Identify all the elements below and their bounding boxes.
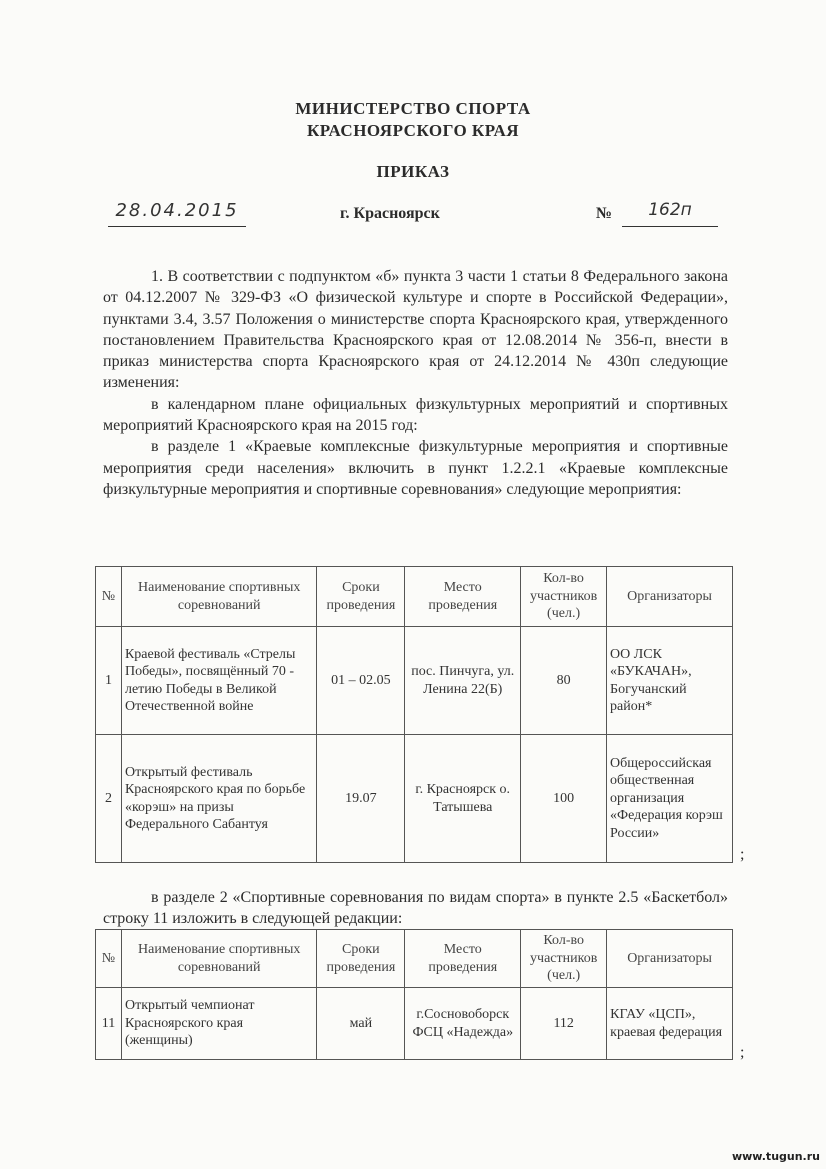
order-city: г. Красноярск [340, 205, 440, 222]
cell-name: Краевой фестиваль «Стрелы Победы», посвящённый 70 - летию Победы в Великой Отечественной войне [121, 627, 316, 735]
table-row [96, 735, 733, 863]
col-dates: Сроки проведения [317, 567, 405, 627]
col-count: Кол-во участников (чел.) [521, 567, 607, 627]
table-row [96, 627, 733, 735]
paragraph-4: в разделе 2 «Спортивные соревнования по видам спорта» в пункте 2.5 «Баскетбол» строку 11 изложить в следующей редакции: [103, 889, 728, 928]
ministry-name-line1: МИНИСТЕРСТВО СПОРТА [295, 99, 531, 118]
col-place: Место проведения [405, 930, 521, 988]
table2-semicolon: ; [740, 1044, 745, 1061]
order-date: 28.04.2015 [108, 200, 246, 227]
table-header-row [96, 930, 733, 988]
order-number: 162п [622, 200, 718, 227]
cell-dates: 01 – 02.05 [317, 627, 405, 735]
cell-dates: май [317, 988, 405, 1060]
table1-semicolon: ; [740, 846, 745, 863]
events-table-1 [95, 566, 733, 863]
cell-num: 2 [96, 735, 122, 863]
paragraph-2: в календарном плане официальных физкультурных мероприятий и спортивных мероприятий Красноярского края на 2015 год: [103, 395, 728, 435]
col-org: Организаторы [607, 930, 733, 988]
paragraph-1: 1. В соответствии с подпунктом «б» пункта 3 части 1 статьи 8 Федерального закона от 04.12.2007 № 329-ФЗ «О физической культуре и спорте в Российской Федерации», пунктами 3.4, 3.57 Положения о министерстве спорта Красноярского края, утвержденного постановлением Правительства Красноярского края от 12.08.2014 № 356-п, внести в приказ министерства спорта Красноярского края от 24.12.2014 № 430п следующие изменения: [103, 268, 728, 392]
cell-count: 112 [521, 988, 607, 1060]
col-count: Кол-во участников (чел.) [521, 930, 607, 988]
events-table-2 [95, 929, 733, 1060]
order-body [103, 266, 728, 500]
cell-place: пос. Пинчуга, ул. Ленина 22(Б) [405, 627, 521, 735]
cell-name: Открытый чемпионат Красноярского края (женщины) [121, 988, 316, 1060]
col-name: Наименование спортивных соревнований [121, 567, 316, 627]
col-name: Наименование спортивных соревнований [121, 930, 316, 988]
cell-name: Открытый фестиваль Красноярского края по борьбе «корэш» на призы Федерального Сабантуя [121, 735, 316, 863]
doc-type-title: ПРИКАЗ [376, 162, 450, 181]
site-watermark: www.tugun.ru [731, 1150, 820, 1163]
cell-count: 100 [521, 735, 607, 863]
cell-num: 1 [96, 627, 122, 735]
cell-dates: 19.07 [317, 735, 405, 863]
col-org: Организаторы [607, 567, 733, 627]
col-dates: Сроки проведения [317, 930, 405, 988]
paragraph-3: в разделе 1 «Краевые комплексные физкультурные мероприятия и спортивные мероприятия среди населения» включить в пункт 1.2.2.1 «Краевые комплексные физкультурные мероприятия и спортивные соревнования» следующие мероприятия: [103, 438, 728, 498]
table-header-row [96, 567, 733, 627]
col-num: № [96, 567, 122, 627]
cell-place: г. Красноярск о. Татышева [405, 735, 521, 863]
cell-num: 11 [96, 988, 122, 1060]
table-row [96, 988, 733, 1060]
cell-org: Общероссийская общественная организация «Федерация корэш России» [607, 735, 733, 863]
col-num: № [96, 930, 122, 988]
cell-place: г.Сосновоборск ФСЦ «Надежда» [405, 988, 521, 1060]
order-body-2 [103, 887, 728, 930]
cell-org: КГАУ «ЦСП», краевая федерация [607, 988, 733, 1060]
cell-org: ОО ЛСК «БУКАЧАН», Богучанский район* [607, 627, 733, 735]
order-number-label: № [596, 205, 613, 222]
col-place: Место проведения [405, 567, 521, 627]
ministry-name-line2: КРАСНОЯРСКОГО КРАЯ [306, 121, 520, 140]
cell-count: 80 [521, 627, 607, 735]
